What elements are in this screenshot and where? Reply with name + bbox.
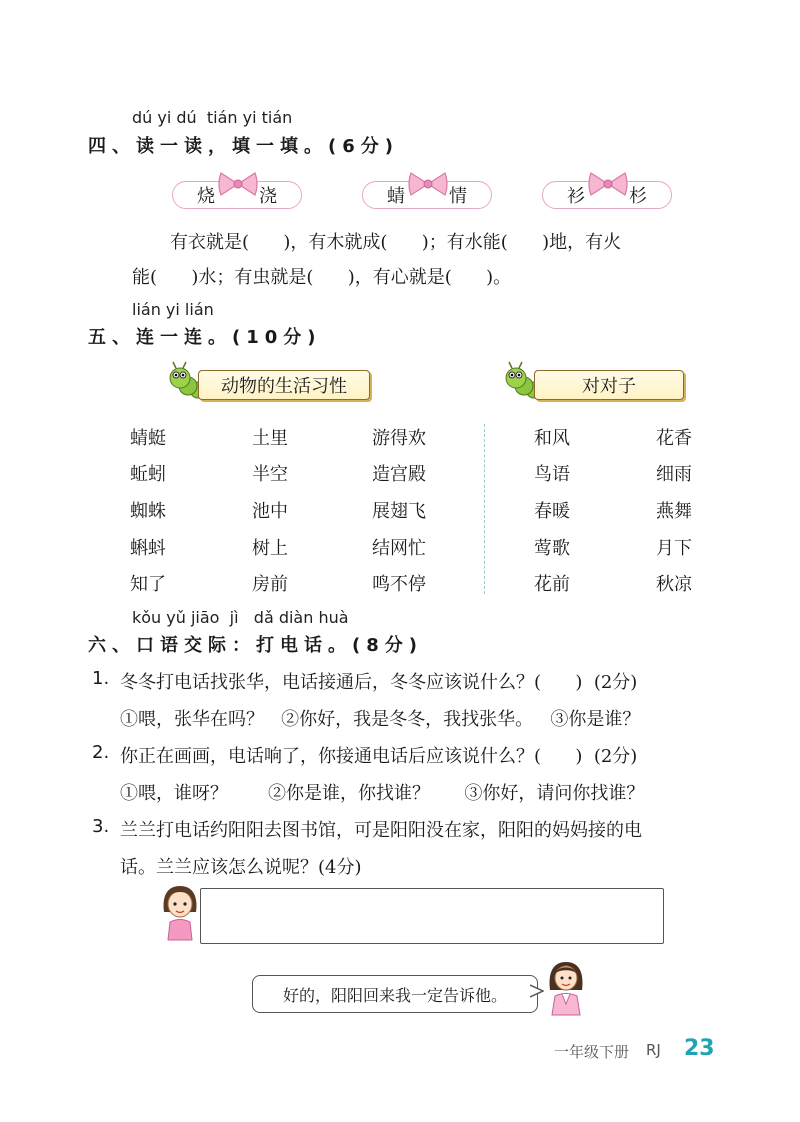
- char-pair-3: [542, 181, 672, 209]
- char-pair-2: [362, 181, 492, 209]
- word-action: 展翅飞: [372, 501, 426, 522]
- section4-pinyin: dú yi dú tián yi tián: [132, 108, 293, 127]
- word-place: 土里: [252, 428, 288, 449]
- woman-icon: [544, 960, 588, 1016]
- couplet-left: 春暖: [534, 501, 570, 522]
- couplet-right: 花香: [656, 428, 692, 449]
- word-animal: 蜻蜓: [130, 428, 166, 449]
- word-animal: 知了: [130, 574, 166, 595]
- pair-right-char: 杉: [629, 186, 647, 207]
- word-action: 鸣不停: [372, 574, 426, 595]
- word-animal: 蜘蛛: [130, 501, 166, 522]
- word-place: 树上: [252, 538, 288, 559]
- question-2-text: 你正在画画，电话响了，你接通电话后应该说什么？( ) (2分): [120, 746, 638, 767]
- bow-icon: [587, 169, 629, 199]
- fill-line-1: 有衣就是( )，有木就成( )；有水能( )地，有火: [170, 232, 622, 253]
- category-label-habits: 动物的生活习性: [198, 370, 370, 400]
- bow-icon: [407, 169, 449, 199]
- section5-pinyin: lián yi lián: [132, 300, 214, 319]
- bow-icon: [217, 169, 259, 199]
- question-2-options: ①喂，谁呀？ ②你是谁，你找谁？ ③你好，请问你找谁？: [120, 783, 645, 804]
- girl-icon: [160, 884, 200, 942]
- word-action: 游得欢: [372, 428, 426, 449]
- page-number: 23: [684, 1036, 715, 1061]
- couplet-right: 秋凉: [656, 574, 692, 595]
- question-number: 2.: [92, 742, 110, 763]
- speech-tail-icon: [530, 983, 544, 999]
- dashed-divider: [484, 424, 485, 594]
- pair-left-char: 烧: [197, 186, 215, 207]
- couplet-left: 花前: [534, 574, 570, 595]
- pair-right-char: 情: [449, 186, 467, 207]
- question-number: 3.: [92, 816, 110, 837]
- couplet-right: 燕舞: [656, 501, 692, 522]
- couplet-right: 月下: [656, 538, 692, 559]
- section4-heading: 四、读一读，填一填。(6分): [88, 136, 399, 157]
- section6-pinyin: kǒu yǔ jiāo jì dǎ diàn huà: [132, 608, 349, 627]
- char-pair-1: [172, 181, 302, 209]
- question-number: 1.: [92, 668, 110, 689]
- category-label-couplets: 对对子: [534, 370, 684, 400]
- section6-heading: 六、口语交际：打电话。(8分): [88, 635, 423, 656]
- question-1-text: 冬冬打电话找张华，电话接通后，冬冬应该说什么？( ) (2分): [120, 672, 638, 693]
- reply-text: 好的，阳阳回来我一定告诉他。: [282, 985, 507, 1005]
- couplet-left: 和风: [534, 428, 570, 449]
- couplet-right: 细雨: [656, 464, 692, 485]
- section5-heading: 五、连一连。(10分): [88, 327, 322, 348]
- pair-left-char: 衫: [567, 186, 585, 207]
- word-place: 半空: [252, 464, 288, 485]
- word-place: 池中: [252, 501, 288, 522]
- word-action: 造宫殿: [372, 464, 426, 485]
- speech-bubble: [252, 975, 538, 1013]
- pair-left-char: 蜻: [387, 186, 405, 207]
- couplet-left: 鸟语: [534, 464, 570, 485]
- answer-box[interactable]: [200, 888, 664, 944]
- word-action: 结网忙: [372, 538, 426, 559]
- word-place: 房前: [252, 574, 288, 595]
- fill-line-2: 能( )水；有虫就是( )，有心就是( )。: [132, 267, 512, 288]
- edition-label: RJ: [646, 1041, 661, 1059]
- question-1-options: ①喂，张华在吗？ ②你好，我是冬冬，我找张华。 ③你是谁？: [120, 709, 641, 730]
- question-3-line1: 兰兰打电话约阳阳去图书馆，可是阳阳没在家，阳阳的妈妈接的电: [120, 820, 642, 841]
- pair-right-char: 浇: [259, 186, 277, 207]
- word-animal: 蚯蚓: [130, 464, 166, 485]
- question-3-line2: 话。兰兰应该怎么说呢？(4分): [120, 857, 362, 878]
- grade-label: 一年级下册: [554, 1043, 630, 1061]
- word-animal: 蝌蚪: [130, 538, 166, 559]
- couplet-left: 莺歌: [534, 538, 570, 559]
